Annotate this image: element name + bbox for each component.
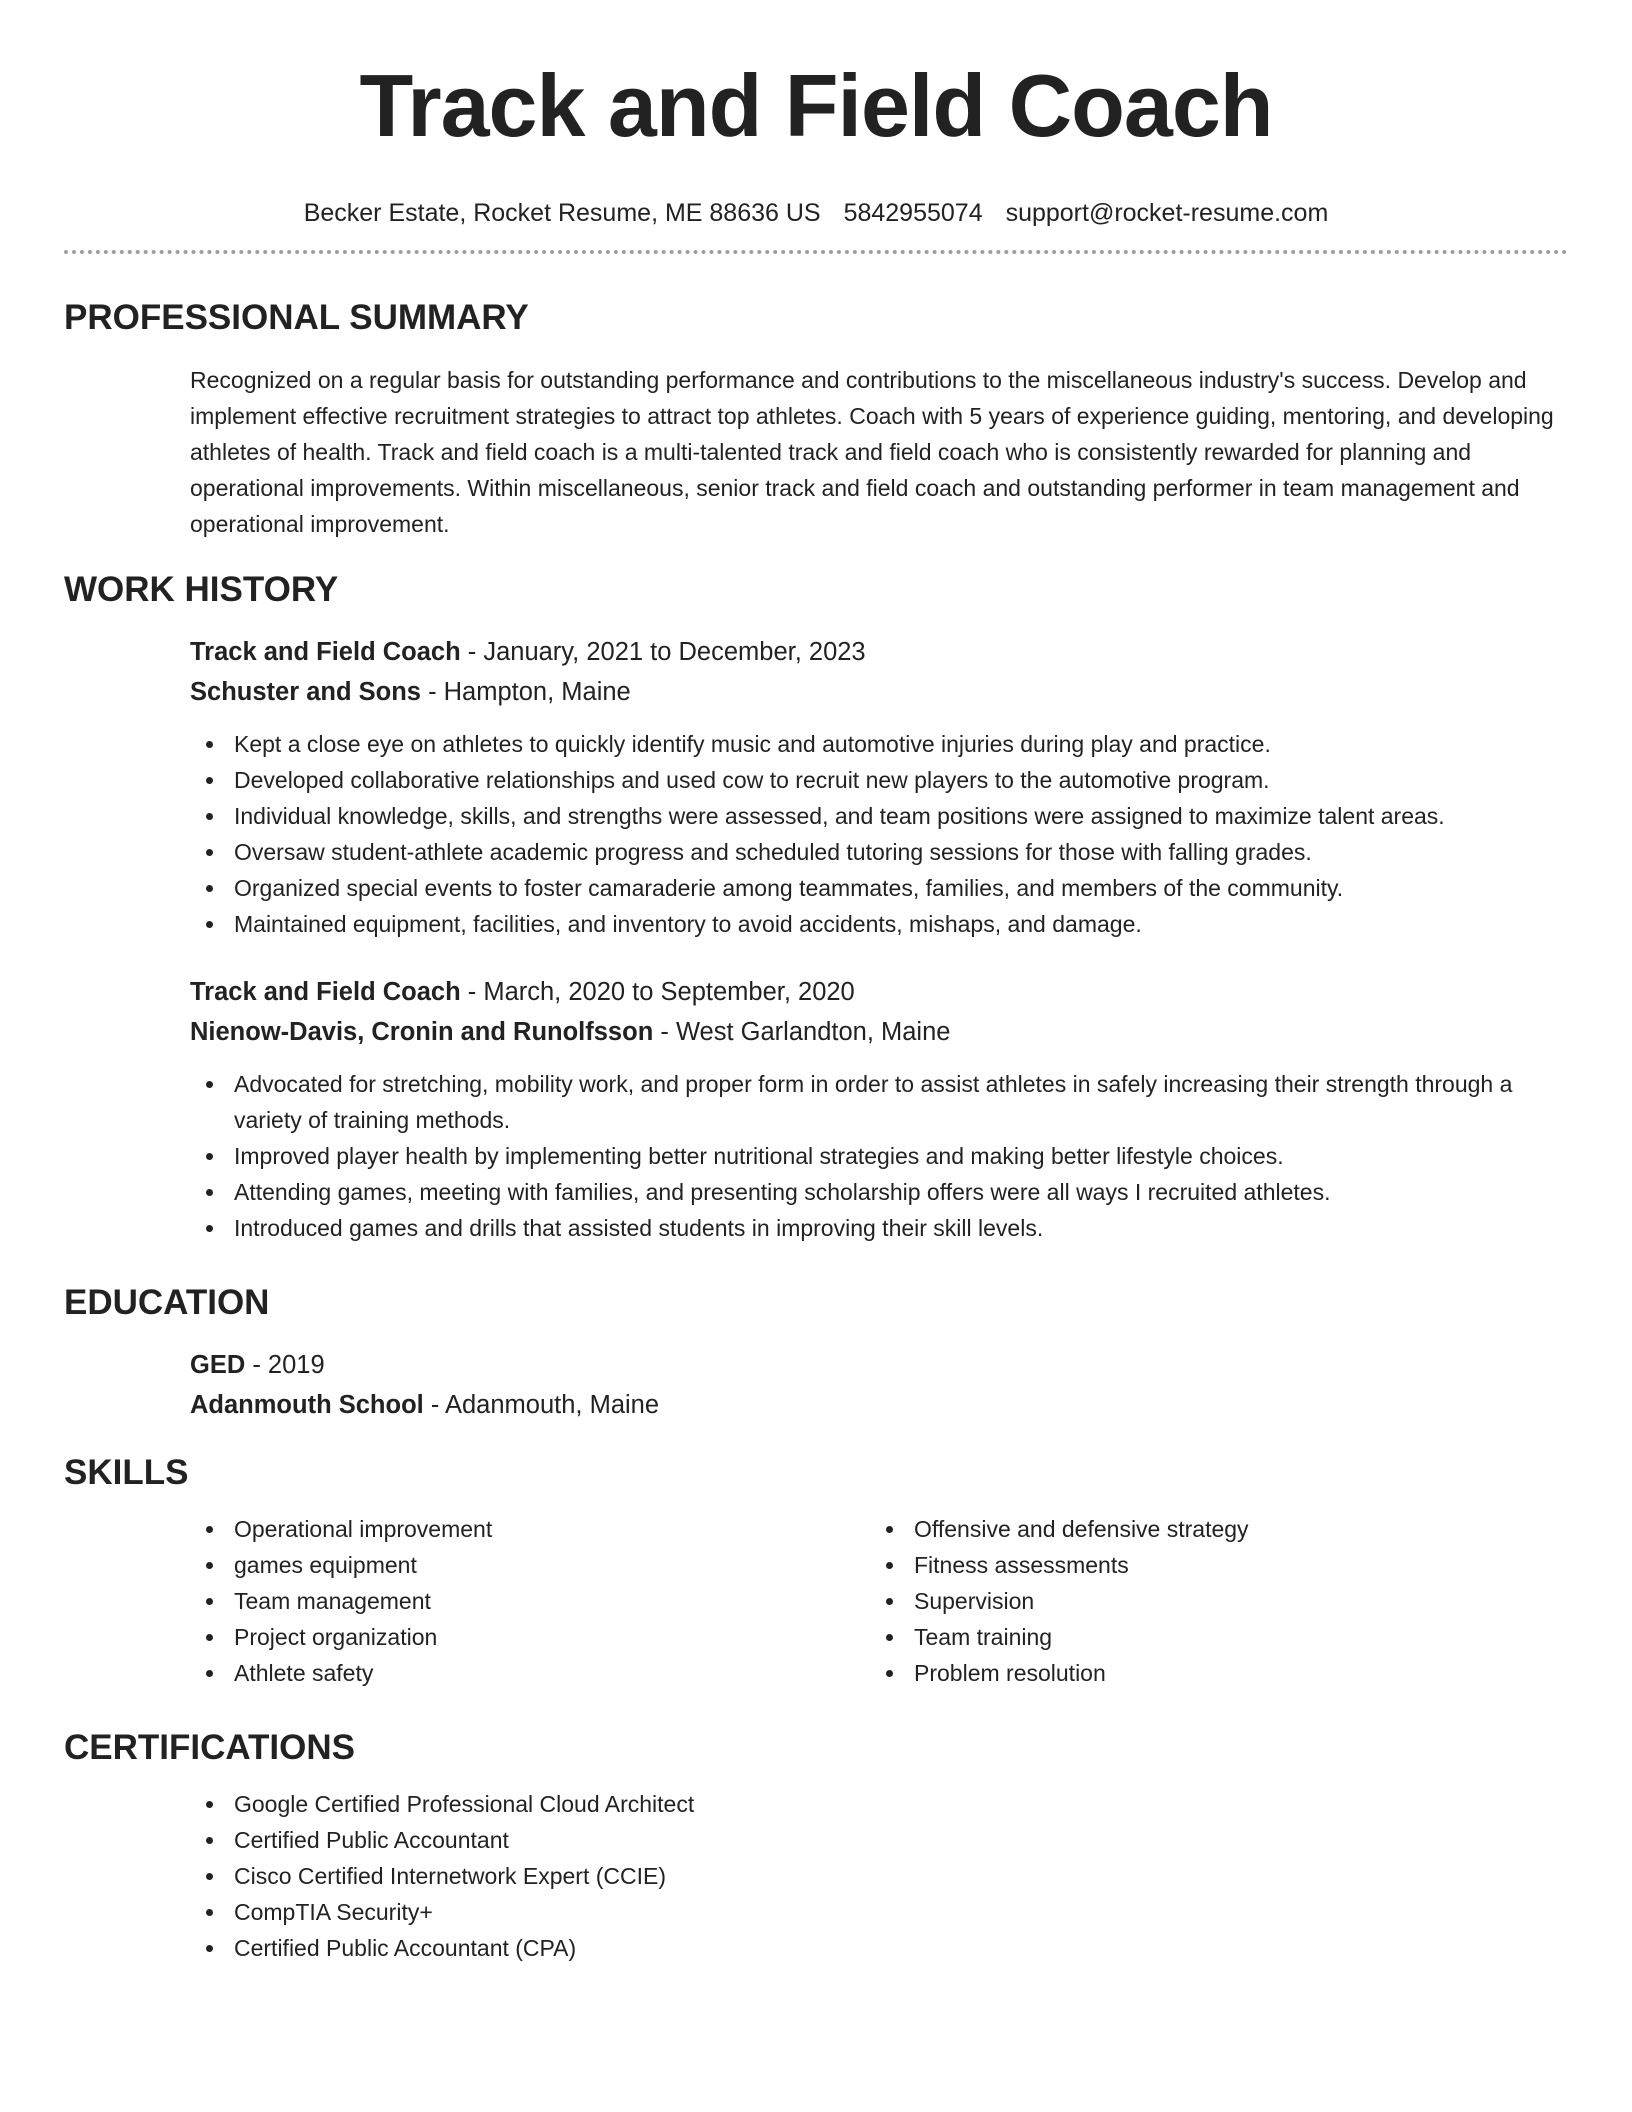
summary-section <box>64 298 1568 542</box>
skill-item: Operational improvement <box>190 1511 870 1547</box>
certifications-list <box>190 1786 1568 1966</box>
skills-column-left <box>190 1511 870 1691</box>
school-location: - Adanmouth, Maine <box>423 1391 660 1419</box>
list-item: Individual knowledge, skills, and strengths were assessed, and team positions were assigned to maximize talent areas. <box>190 798 1568 834</box>
skill-item: Team training <box>870 1619 1550 1655</box>
list-item: Organized special events to foster camaraderie among teammates, families, and members of the community. <box>190 870 1568 906</box>
list-item: Kept a close eye on athletes to quickly identify music and automotive injuries during play and practice. <box>190 726 1568 762</box>
resume-header <box>0 0 1632 228</box>
email: support@rocket-resume.com <box>1005 199 1329 227</box>
list-item: Maintained equipment, facilities, and inventory to avoid accidents, mishaps, and damage. <box>190 906 1568 942</box>
skill-item: Problem resolution <box>870 1655 1550 1691</box>
contact-info <box>0 198 1632 228</box>
certification-item: Cisco Certified Internetwork Expert (CCIE) <box>190 1858 1568 1894</box>
school-line <box>190 1385 1568 1425</box>
job-entry <box>190 632 1568 942</box>
certification-item: Google Certified Professional Cloud Architect <box>190 1786 1568 1822</box>
skills-grid <box>190 1511 1568 1691</box>
education-entry <box>190 1345 1568 1425</box>
skill-item: Project organization <box>190 1619 870 1655</box>
skill-item: games equipment <box>190 1547 870 1583</box>
job-bullets <box>190 1066 1570 1246</box>
phone: 5842955074 <box>843 199 983 227</box>
candidate-name: Track and Field Coach <box>359 56 1273 155</box>
job-company: Nienow-Davis, Cronin and Runolfsson <box>190 1018 654 1046</box>
certification-item: Certified Public Accountant (CPA) <box>190 1930 1568 1966</box>
job-location: - West Garlandton, Maine <box>653 1018 951 1046</box>
address: Becker Estate, Rocket Resume, ME 88636 US <box>303 199 821 227</box>
job-location: - Hampton, Maine <box>420 678 631 706</box>
list-item: Advocated for stretching, mobility work, and proper form in order to assist athletes in safely increasing their strength through a variety of training methods. <box>190 1066 1570 1138</box>
section-title-certifications: CERTIFICATIONS <box>64 1728 356 1767</box>
list-item: Introduced games and drills that assisted students in improving their skill levels. <box>190 1210 1570 1246</box>
list-item: Oversaw student-athlete academic progress and scheduled tutoring sessions for those with falling grades. <box>190 834 1568 870</box>
job-title-line <box>190 632 1568 672</box>
list-item: Improved player health by implementing better nutritional strategies and making better lifestyle choices. <box>190 1138 1570 1174</box>
list-item: Developed collaborative relationships and used cow to recruit new players to the automotive program. <box>190 762 1568 798</box>
certification-item: CompTIA Security+ <box>190 1894 1568 1930</box>
job-company-line <box>190 1012 1568 1052</box>
header-divider <box>64 250 1568 254</box>
job-role: Track and Field Coach <box>190 638 461 666</box>
list-item: Attending games, meeting with families, and presenting scholarship offers were all ways I recruited athletes. <box>190 1174 1570 1210</box>
skills-list-right <box>870 1511 1550 1691</box>
degree-line <box>190 1345 1568 1385</box>
skill-item: Athlete safety <box>190 1655 870 1691</box>
job-entry <box>190 972 1568 1246</box>
work-history-section <box>64 570 1568 1246</box>
skill-item: Team management <box>190 1583 870 1619</box>
job-bullets <box>190 726 1568 942</box>
job-dates: - January, 2021 to December, 2023 <box>460 638 866 666</box>
section-title-skills: SKILLS <box>64 1453 189 1492</box>
job-company-line <box>190 672 1568 712</box>
degree: GED <box>190 1351 246 1379</box>
job-company: Schuster and Sons <box>190 678 421 706</box>
section-title-education: EDUCATION <box>64 1283 270 1322</box>
summary-text: Recognized on a regular basis for outstanding performance and contributions to the miscellaneous industry's success. Develop and implement effective recruitment strategies to attract top athletes. Coach with 5 years of experience guiding, mentoring, and developing athletes of health. Track and field coach is a multi-talented track and field coach who is consistently rewarded for planning and operational improvements. Within miscellaneous, senior track and field coach and outstanding performer in team management and operational improvement. <box>190 367 1554 537</box>
skill-item: Supervision <box>870 1583 1550 1619</box>
certification-item: Certified Public Accountant <box>190 1822 1568 1858</box>
skills-section <box>64 1453 1568 1691</box>
school-name: Adanmouth School <box>190 1391 424 1419</box>
section-title-summary: PROFESSIONAL SUMMARY <box>64 298 529 337</box>
degree-year: - 2019 <box>245 1351 325 1379</box>
section-title-work: WORK HISTORY <box>64 570 339 609</box>
job-role: Track and Field Coach <box>190 978 461 1006</box>
education-section <box>64 1283 1568 1425</box>
skill-item: Fitness assessments <box>870 1547 1550 1583</box>
job-dates: - March, 2020 to September, 2020 <box>460 978 855 1006</box>
skills-column-right <box>870 1511 1550 1691</box>
job-title-line <box>190 972 1568 1012</box>
certifications-section <box>64 1728 1568 1966</box>
skill-item: Offensive and defensive strategy <box>870 1511 1550 1547</box>
skills-list-left <box>190 1511 870 1691</box>
